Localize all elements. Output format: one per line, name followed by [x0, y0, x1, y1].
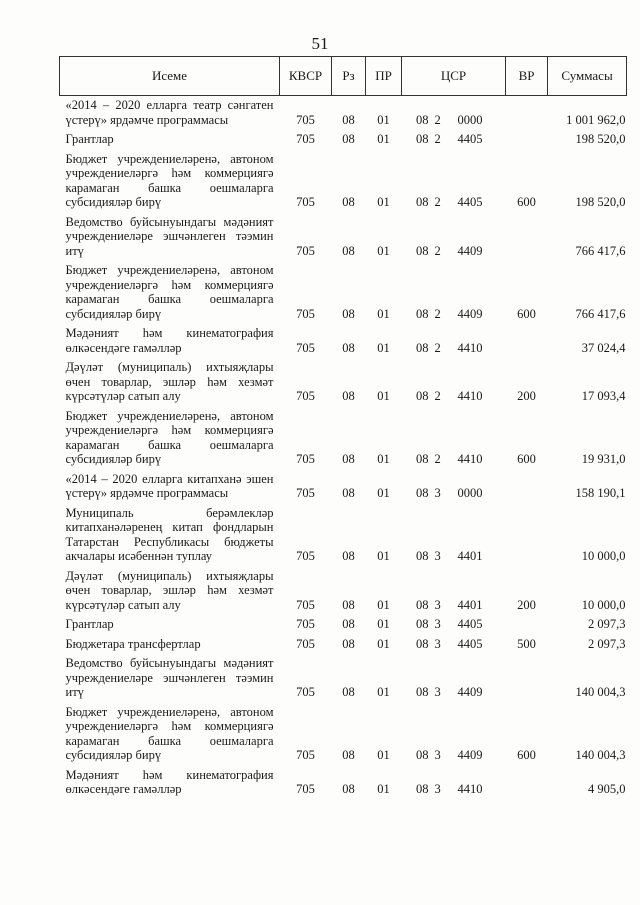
cell-pr: 01: [377, 782, 390, 796]
cell-csr-direction: 4409: [457, 748, 483, 762]
cell-sum: 140 004,3: [575, 748, 626, 762]
header-kvsr: КВСР: [280, 57, 332, 96]
cell-csr-subprogram: 3: [434, 685, 441, 699]
header-sum: Суммасы: [548, 57, 627, 96]
cell-sum: 10 000,0: [581, 597, 626, 612]
cell-name: Дәүләт (муниципаль) ихтыяҗлары өчен товарлар, эшләр һәм хезмәт күрсәтүләр сатып алу: [65, 568, 274, 612]
cell-csr-subprogram: 2: [434, 389, 441, 403]
cell-rz: 08: [342, 243, 355, 258]
cell-kvsr: 705: [296, 486, 315, 500]
cell-csr-direction: 4410: [457, 389, 483, 403]
cell-csr-direction: 4410: [457, 782, 483, 796]
cell-rz: 08: [342, 636, 355, 651]
table-row: [60, 358, 627, 407]
cell-kvsr: 705: [296, 549, 315, 563]
table-row: [60, 504, 627, 567]
cell-csr-program: 08: [416, 112, 429, 127]
cell-csr-subprogram: 3: [434, 597, 441, 612]
cell-csr-program: 08: [416, 748, 429, 762]
cell-sum: 766 417,6: [575, 243, 626, 258]
cell-csr-direction: 4409: [457, 685, 483, 699]
table-row: [60, 766, 627, 800]
cell-vr: [506, 96, 548, 131]
cell-name: Муниципаль берәмлекләр китапханәләренең китап фондларын Татарстан Республикасы бюджеты акчалары исәбеннән туплау: [65, 505, 274, 563]
cell-pr: 01: [377, 486, 390, 500]
cell-csr-direction: 0000: [457, 112, 483, 127]
cell-rz: 08: [342, 685, 355, 699]
page-number: 51: [311, 34, 329, 53]
cell-vr: [506, 130, 548, 150]
cell-csr-direction: 4410: [457, 452, 483, 466]
cell-name: Грантлар: [65, 617, 114, 631]
cell-name: «2014 – 2020 елларга китапханә эшен үстерү» ярдәмче программасы: [65, 471, 274, 500]
cell-csr-subprogram: 3: [434, 782, 441, 796]
cell-pr: 01: [377, 340, 390, 355]
cell-csr-program: 08: [416, 685, 429, 699]
cell-rz: 08: [342, 486, 355, 500]
header-rz: Рз: [332, 57, 366, 96]
cell-rz: 08: [342, 617, 355, 631]
cell-pr: 01: [377, 748, 390, 762]
cell-vr: 500: [517, 636, 536, 651]
cell-csr-program: 08: [416, 597, 429, 612]
cell-csr-direction: 4409: [457, 306, 483, 321]
cell-name: Бюджет учреждениеләренә, автоном учреждениеләргә һәм коммерциягә карамаган башка оешмаларга субсидияләр бирү: [65, 704, 274, 762]
cell-csr-program: 08: [416, 617, 429, 631]
cell-vr: 200: [517, 389, 536, 403]
cell-vr: [506, 213, 548, 262]
cell-pr: 01: [377, 685, 390, 699]
table-row: [60, 567, 627, 616]
cell-name: Мәдәният һәм кинематография өлкәсендәге гамәлләр: [65, 767, 274, 796]
cell-pr: 01: [377, 195, 390, 209]
table-row: [60, 703, 627, 766]
header-csr: ЦСР: [402, 57, 506, 96]
header-pr: ПР: [366, 57, 402, 96]
cell-pr: 01: [377, 617, 390, 631]
cell-sum: 198 520,0: [575, 195, 626, 209]
cell-name: Грантлар: [65, 132, 114, 146]
cell-kvsr: 705: [296, 306, 315, 321]
table-row: [60, 615, 627, 635]
cell-rz: 08: [342, 782, 355, 796]
cell-pr: 01: [377, 549, 390, 563]
cell-csr-direction: 4401: [457, 597, 483, 612]
cell-csr-direction: 4405: [457, 636, 483, 651]
cell-kvsr: 705: [296, 243, 315, 258]
cell-rz: 08: [342, 549, 355, 563]
table-row: [60, 635, 627, 655]
cell-csr-subprogram: 2: [434, 452, 441, 466]
cell-vr: 600: [517, 452, 536, 466]
cell-csr-program: 08: [416, 243, 429, 258]
cell-csr-direction: 0000: [457, 486, 483, 500]
cell-sum: 17 093,4: [581, 389, 626, 403]
cell-rz: 08: [342, 389, 355, 403]
cell-pr: 01: [377, 132, 390, 146]
cell-rz: 08: [342, 306, 355, 321]
cell-sum: 10 000,0: [581, 549, 626, 563]
cell-rz: 08: [342, 112, 355, 127]
cell-csr-subprogram: 2: [434, 243, 441, 258]
cell-pr: 01: [377, 112, 390, 127]
cell-kvsr: 705: [296, 452, 315, 466]
cell-name: «2014 – 2020 елларга театр сәнгатен үстерү» ярдәмче программасы: [65, 98, 274, 127]
cell-csr-program: 08: [416, 782, 429, 796]
cell-name: Бюджетара трансфертлар: [65, 636, 201, 651]
cell-vr: 600: [517, 306, 536, 321]
cell-name: Ведомство буйсынуындагы мәдәният учреждениеләре эшчәнлеген тәэмин итү: [65, 214, 274, 258]
cell-kvsr: 705: [296, 782, 315, 796]
cell-csr-subprogram: 3: [434, 617, 441, 631]
table-header-row: [60, 57, 627, 96]
cell-rz: 08: [342, 748, 355, 762]
cell-pr: 01: [377, 243, 390, 258]
header-vr: ВР: [506, 57, 548, 96]
cell-csr-subprogram: 2: [434, 132, 441, 146]
cell-pr: 01: [377, 597, 390, 612]
table-row: [60, 150, 627, 213]
cell-rz: 08: [342, 132, 355, 146]
cell-kvsr: 705: [296, 195, 315, 209]
cell-kvsr: 705: [296, 748, 315, 762]
cell-vr: [506, 615, 548, 635]
cell-kvsr: 705: [296, 617, 315, 631]
cell-pr: 01: [377, 636, 390, 651]
cell-vr: 600: [517, 748, 536, 762]
cell-vr: [506, 766, 548, 800]
cell-kvsr: 705: [296, 685, 315, 699]
cell-vr: [506, 504, 548, 567]
budget-table: [59, 56, 627, 800]
cell-csr-program: 08: [416, 549, 429, 563]
cell-name: Ведомство буйсынуындагы мәдәният учреждениеләре эшчәнлеген тәэмин итү: [65, 656, 274, 699]
cell-csr-program: 08: [416, 195, 429, 209]
cell-vr: [506, 470, 548, 504]
cell-csr-direction: 4405: [457, 195, 483, 209]
cell-csr-subprogram: 2: [434, 306, 441, 321]
cell-csr-program: 08: [416, 486, 429, 500]
cell-kvsr: 705: [296, 597, 315, 612]
cell-name: Бюджет учреждениеләренә, автоном учреждениеләргә һәм коммерциягә карамаган башка оешмаларга субсидияләр бирү: [65, 263, 274, 321]
cell-csr-program: 08: [416, 636, 429, 651]
table-row: [60, 654, 627, 703]
cell-csr-program: 08: [416, 306, 429, 321]
cell-sum: 37 024,4: [581, 340, 626, 355]
cell-rz: 08: [342, 340, 355, 355]
cell-kvsr: 705: [296, 112, 315, 127]
table-body: [60, 96, 627, 800]
cell-csr-subprogram: 3: [434, 486, 441, 500]
cell-csr-direction: 4405: [457, 617, 483, 631]
cell-csr-subprogram: 3: [434, 748, 441, 762]
cell-pr: 01: [377, 452, 390, 466]
table-row: [60, 96, 627, 131]
cell-sum: 140 004,3: [575, 685, 626, 699]
cell-rz: 08: [342, 597, 355, 612]
cell-csr-direction: 4410: [457, 340, 483, 355]
cell-pr: 01: [377, 389, 390, 403]
table-row: [60, 407, 627, 470]
cell-csr-subprogram: 2: [434, 112, 441, 127]
cell-csr-subprogram: 2: [434, 340, 441, 355]
cell-name: Мәдәният һәм кинематография өлкәсендәге гамәлләр: [65, 326, 274, 355]
cell-csr-subprogram: 3: [434, 636, 441, 651]
cell-csr-direction: 4405: [457, 132, 483, 146]
table-row: [60, 130, 627, 150]
cell-sum: 2 097,3: [588, 617, 626, 631]
cell-rz: 08: [342, 195, 355, 209]
cell-csr-program: 08: [416, 340, 429, 355]
cell-kvsr: 705: [296, 389, 315, 403]
cell-kvsr: 705: [296, 340, 315, 355]
cell-vr: [506, 324, 548, 358]
cell-csr-program: 08: [416, 389, 429, 403]
cell-rz: 08: [342, 452, 355, 466]
cell-csr-direction: 4401: [457, 549, 483, 563]
table-row: [60, 470, 627, 504]
cell-vr: 600: [517, 195, 536, 209]
cell-name: Бюджет учреждениеләренә, автоном учреждениеләргә һәм коммерциягә карамаган башка оешмаларга субсидияләр бирү: [65, 408, 274, 466]
cell-sum: 4 905,0: [588, 782, 626, 796]
header-name: Исеме: [60, 57, 280, 96]
cell-kvsr: 705: [296, 636, 315, 651]
cell-sum: 2 097,3: [588, 636, 626, 651]
cell-sum: 158 190,1: [575, 486, 626, 500]
cell-csr-subprogram: 3: [434, 549, 441, 563]
cell-pr: 01: [377, 306, 390, 321]
cell-csr-program: 08: [416, 132, 429, 146]
cell-sum: 1 001 962,0: [566, 112, 626, 127]
cell-csr-program: 08: [416, 452, 429, 466]
cell-vr: 200: [517, 597, 536, 612]
cell-csr-direction: 4409: [457, 243, 483, 258]
cell-sum: 766 417,6: [575, 306, 626, 321]
cell-name: Бюджет учреждениеләренә, автоном учреждениеләргә һәм коммерциягә карамаган башка оешмаларга субсидияләр бирү: [65, 151, 274, 209]
table-row: [60, 324, 627, 358]
cell-name: Дәүләт (муниципаль) ихтыяҗлары өчен товарлар, эшләр һәм хезмәт күрсәтүләр сатып алу: [65, 360, 274, 403]
cell-kvsr: 705: [296, 132, 315, 146]
cell-sum: 19 931,0: [581, 452, 626, 466]
table-row: [60, 213, 627, 262]
cell-vr: [506, 654, 548, 703]
cell-csr-subprogram: 2: [434, 195, 441, 209]
cell-sum: 198 520,0: [575, 132, 626, 146]
table-row: [60, 261, 627, 324]
